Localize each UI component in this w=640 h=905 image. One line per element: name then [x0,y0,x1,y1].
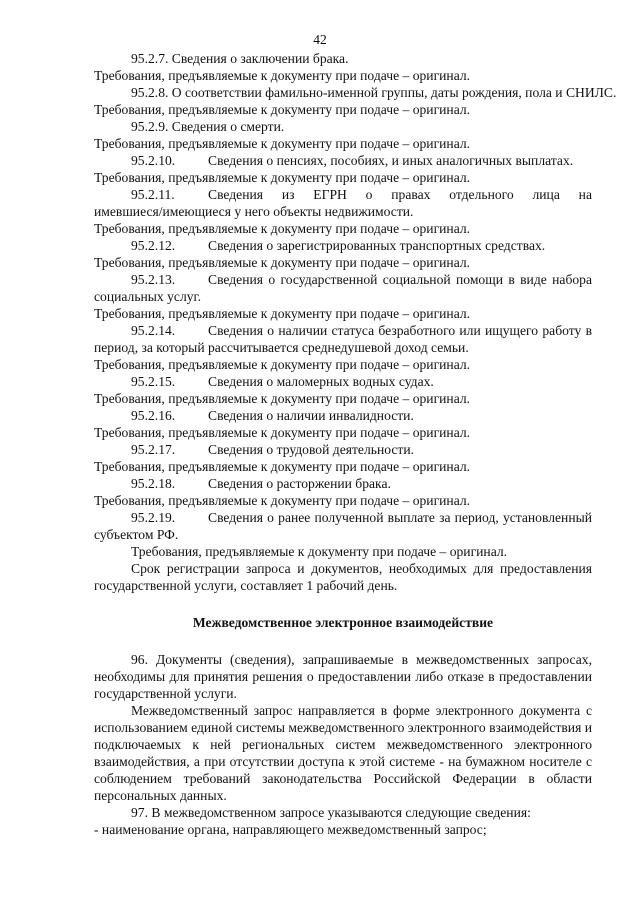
requirement-line: Требования, предъявляемые к документу при подаче – оригинал. [94,255,471,270]
item-text: Сведения о пенсиях, пособиях, и иных аналогичных выплатах. [208,153,574,168]
item-95-2-17 [94,441,592,458]
item-text: Сведения о наличии инвалидности. [208,408,414,423]
item-95-2-18 [94,475,592,492]
item-text: Сведения о расторжении брака. [208,476,391,491]
item-text: Сведения о наличии статуса безработного или ищущего работу в [208,323,592,338]
requirement-line: Требования, предъявляемые к документу при подаче – оригинал. [94,357,471,372]
requirement-line: Требования, предъявляемые к документу при подаче – оригинал. [94,306,471,321]
paragraph-97: 97. В межведомственном запросе указываются следующие сведения: [131,805,531,820]
item-95-2-9: 95.2.9. Сведения о смерти. [131,119,285,134]
item-95-2-13 [94,271,592,288]
requirement-line: Требования, предъявляемые к документу при подаче – оригинал. [94,493,471,508]
item-text: Сведения о маломерных водных судах. [208,374,434,389]
paragraph-interagency-request: Межведомственный запрос направляется в форме электронного документа с использованием единой системы межведомственного электронного взаимодействия и подключаемых к ней региональных систем межведомственного электронного взаимодействия, а при отсутствии доступа к этой системе - на бумажном носителе с соблюдением требований законодательства Российской Федерации в области персональных данных. [94,703,593,803]
page-number: 42 [313,32,327,47]
item-95-2-16 [94,407,592,424]
item-number: 95.2.16. [131,408,176,423]
item-95-2-14 [94,322,592,339]
list-item: - наименование органа, направляющего межведомственный запрос; [94,822,487,837]
item-number: 95.2.12. [131,238,176,253]
item-95-2-19 [94,509,592,526]
requirement-line: Требования, предъявляемые к документу при подаче – оригинал. [94,102,471,117]
item-95-2-11 [94,186,592,203]
requirement-line: Требования, предъявляемые к документу при подаче – оригинал. [94,136,471,151]
item-text: Сведения о трудовой деятельности. [208,442,414,457]
item-number: 95.2.11. [131,187,175,202]
item-95-2-10 [94,152,592,169]
requirement-line: Требования, предъявляемые к документу при подаче – оригинал. [94,68,471,83]
item-text: Сведения о государственной социальной помощи в виде набора [208,272,592,287]
term-line-2: государственной услуги, составляет 1 рабочий день. [94,578,398,593]
requirement-line: Требования, предъявляемые к документу при подаче – оригинал. [94,221,471,236]
item-number: 95.2.15. [131,374,176,389]
item-number: 95.2.18. [131,476,176,491]
item-continuation: субъектом РФ. [94,527,179,542]
document-body [94,50,617,838]
item-continuation: социальных услуг. [94,289,201,304]
requirement-line: Требования, предъявляемые к документу при подаче – оригинал. [94,459,471,474]
term-line-1: Срок регистрации запроса и документов, необходимых для предоставления [131,561,592,576]
item-95-2-12 [94,237,592,254]
item-text: Сведения о зарегистрированных транспортных средствах. [208,238,546,253]
item-number: 95.2.19. [131,510,176,525]
requirement-line: Требования, предъявляемые к документу при подаче – оригинал. [131,544,508,559]
requirement-line: Требования, предъявляемые к документу при подаче – оригинал. [94,391,471,406]
item-text: Сведения о ранее полученной выплате за период, установленный [208,510,592,525]
section-heading: Межведомственное электронное взаимодействие [192,615,494,630]
item-95-2-15 [94,373,592,390]
item-continuation: имевшиеся/имеющиеся у него объекты недвижимости. [94,204,414,219]
item-number: 95.2.10. [131,153,176,168]
item-number: 95.2.17. [131,442,176,457]
section-gap [94,594,592,614]
item-number: 95.2.13. [131,272,176,287]
item-text: Сведения из ЕГРН о правах отдельного лица на [208,187,592,202]
item-continuation: период, за который рассчитывается среднедушевой доход семьи. [94,340,469,355]
section-gap [94,631,592,651]
item-number: 95.2.14. [131,323,176,338]
item-95-2-8: 95.2.8. О соответствии фамильно-именной группы, даты рождения, пола и СНИЛС. [131,85,617,100]
requirement-line: Требования, предъявляемые к документу при подаче – оригинал. [94,425,471,440]
item-95-2-7: 95.2.7. Сведения о заключении брака. [131,51,349,66]
paragraph-96: 96. Документы (сведения), запрашиваемые в межведомственных запросах, необходимы для принятия решения о предоставлении либо отказе в предоставлении государственной услуги. [94,652,592,701]
requirement-line: Требования, предъявляемые к документу при подаче – оригинал. [94,170,471,185]
